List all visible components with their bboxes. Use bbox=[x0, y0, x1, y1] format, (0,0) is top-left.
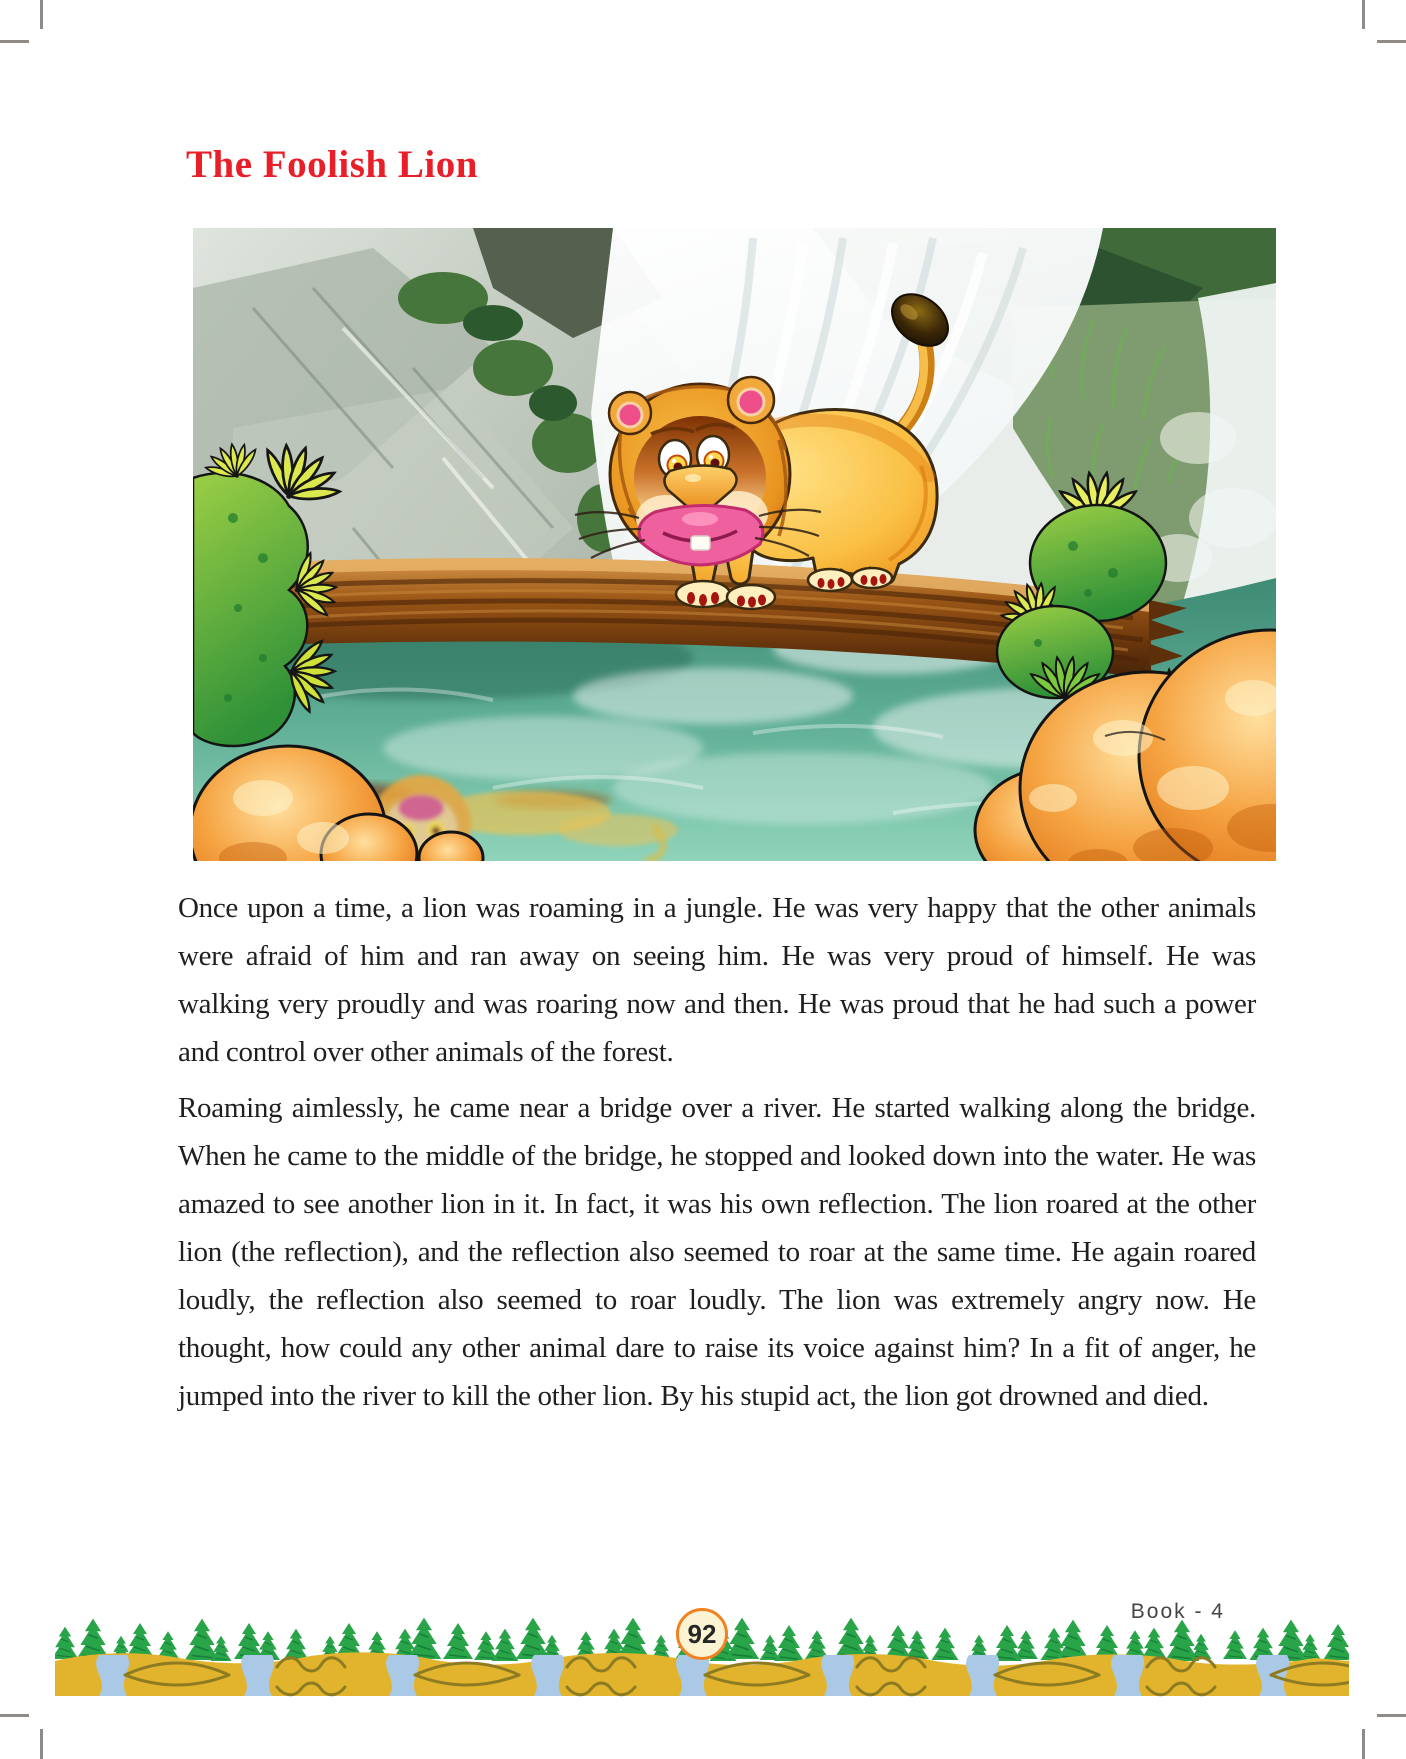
crop-mark-bottom-right-h bbox=[1377, 1714, 1406, 1717]
story-text bbox=[178, 884, 1256, 1428]
page-number-badge bbox=[676, 1608, 728, 1660]
crop-mark-top-left-h bbox=[0, 40, 29, 43]
page-number: 92 bbox=[687, 1618, 717, 1649]
crop-mark-top-left-v bbox=[40, 0, 43, 29]
crop-mark-top-right-h bbox=[1377, 40, 1406, 43]
crop-mark-bottom-left-v bbox=[40, 1729, 43, 1759]
story-paragraph-1: Once upon a time, a lion was roaming in a jungle. He was very happy that the other animals were afraid of him and ran away on seeing him. He was very proud of himself. He was walking very proudly and was roaring now and then. He was proud that he had such a power and control over other animals of the forest. bbox=[178, 892, 1256, 1068]
crop-mark-bottom-left-h bbox=[0, 1714, 29, 1717]
story-paragraph-2: Roaming aimlessly, he came near a bridge over a river. He started walking along the bridge. When he came to the middle of the bridge, he stopped and looked down into the water. He was amazed to see another lion in it. In fact, it was his own reflection. The lion roared at the other lion (the reflection), and the reflection also seemed to roar at the same time. He again roared loudly, the reflection also seemed to roar loudly. The lion was extremely angry now. He thought, how could any other animal dare to raise its voice against him? In a fit of anger, he jumped into the river to kill the other lion. By his stupid act, the lion got drowned and died. bbox=[178, 1092, 1256, 1412]
book-label: Book - 4 bbox=[1130, 1600, 1225, 1623]
crop-mark-bottom-right-v bbox=[1362, 1729, 1365, 1759]
story-illustration bbox=[193, 228, 1276, 861]
page-title: The Foolish Lion bbox=[186, 143, 478, 186]
crop-mark-top-right-v bbox=[1362, 0, 1365, 29]
